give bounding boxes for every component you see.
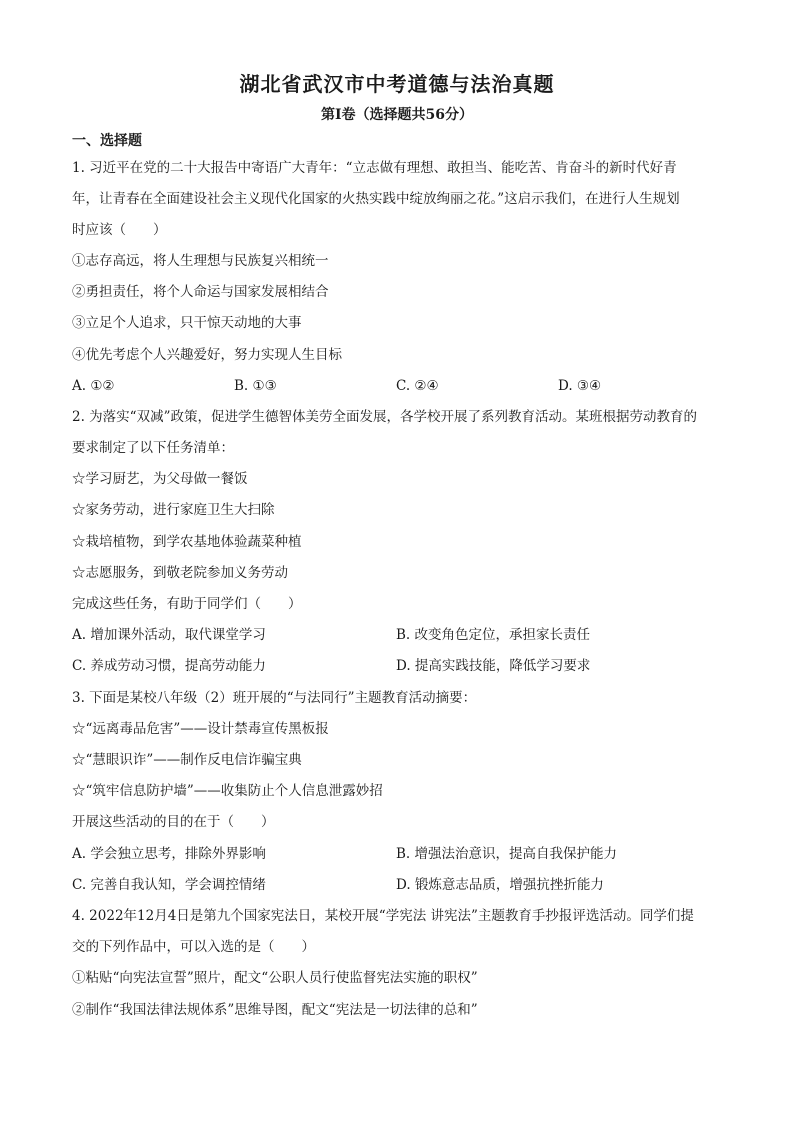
q4-stem-line-2: 交的下列作品中，可以入选的是（ ）	[72, 939, 315, 955]
q3-item-1: ☆“远离毒品危害”——设计禁毒宣传黑板报	[72, 721, 329, 737]
q3-stem-line-1: 3. 下面是某校八年级（2）班开展的“与法同行”主题教育活动摘要：	[72, 690, 477, 706]
q3-option-c: C. 完善自我认知，学会调控情绪	[72, 877, 266, 893]
q2-stem-line-1: 2. 为落实“双减”政策，促进学生德智体美劳全面发展，各学校开展了系列教育活动。某班根据劳动教育的	[72, 409, 697, 425]
q2-item-2: ☆家务劳动，进行家庭卫生大扫除	[72, 502, 275, 518]
q1-item-2: ②勇担责任，将个人命运与国家发展相结合	[72, 284, 329, 300]
q2-item-4: ☆志愿服务，到敬老院参加义务劳动	[72, 565, 288, 581]
q1-option-d: D. ③④	[558, 378, 602, 394]
q2-option-a: A. 增加课外活动，取代课堂学习	[72, 627, 266, 643]
q1-item-1: ①志存高远，将人生理想与民族复兴相统一	[72, 253, 329, 269]
q4-item-2: ②制作“我国法律法规体系”思维导图，配文“宪法是一切法律的总和”	[72, 1002, 478, 1018]
q1-option-c: C. ②④	[396, 378, 439, 394]
q1-stem-line-1: 1. 习近平在党的二十大报告中寄语广大青年：“立志做有理想、敢担当、能吃苦、肯奋斗的新时代好青	[72, 160, 677, 176]
q3-question: 开展这些活动的目的在于（ ）	[72, 814, 275, 830]
q1-stem-line-3: 时应该（ ）	[72, 222, 167, 238]
q2-option-d: D. 提高实践技能，降低学习要求	[396, 658, 591, 674]
q1-stem-line-2: 年，让青春在全面建设社会主义现代化国家的火热实践中绽放绚丽之花。”这启示我们，在进行人生规划	[72, 191, 680, 207]
q4-item-1: ①粘贴“向宪法宣誓”照片，配文“公职人员行使监督宪法实施的职权”	[72, 970, 478, 986]
q3-item-3: ☆“筑牢信息防护墙”——收集防止个人信息泄露妙招	[72, 783, 383, 799]
q4-stem-line-1: 4. 2022年12月4日是第九个国家宪法日，某校开展“学宪法 讲宪法”主题教育手抄报评选活动。同学们提	[72, 908, 694, 924]
q1-option-a: A. ①②	[72, 378, 115, 394]
section-heading: 一、选择题	[72, 133, 142, 149]
q1-item-3: ③立足个人追求，只干惊天动地的大事	[72, 315, 302, 331]
q3-option-b: B. 增强法治意识，提高自我保护能力	[396, 846, 618, 862]
page-title: 湖北省武汉市中考道德与法治真题	[239, 72, 555, 96]
paper-subtitle: 第Ⅰ卷（选择题共56分）	[320, 107, 474, 123]
q3-option-a: A. 学会独立思考，排除外界影响	[72, 846, 266, 862]
q2-question: 完成这些任务，有助于同学们（ ）	[72, 596, 302, 612]
q2-item-1: ☆学习厨艺，为父母做一餐饭	[72, 471, 248, 487]
q1-option-b: B. ①③	[234, 378, 277, 394]
q2-option-b: B. 改变角色定位，承担家长责任	[396, 627, 591, 643]
q2-option-c: C. 养成劳动习惯，提高劳动能力	[72, 658, 266, 674]
q1-item-4: ④优先考虑个人兴趣爱好，努力实现人生目标	[72, 347, 342, 363]
q2-stem-line-2: 要求制定了以下任务清单：	[72, 440, 234, 456]
q3-item-2: ☆“慧眼识诈”——制作反电信诈骗宝典	[72, 752, 302, 768]
q2-item-3: ☆栽培植物，到学农基地体验蔬菜种植	[72, 534, 302, 550]
q3-option-d: D. 锻炼意志品质，增强抗挫折能力	[396, 877, 604, 893]
